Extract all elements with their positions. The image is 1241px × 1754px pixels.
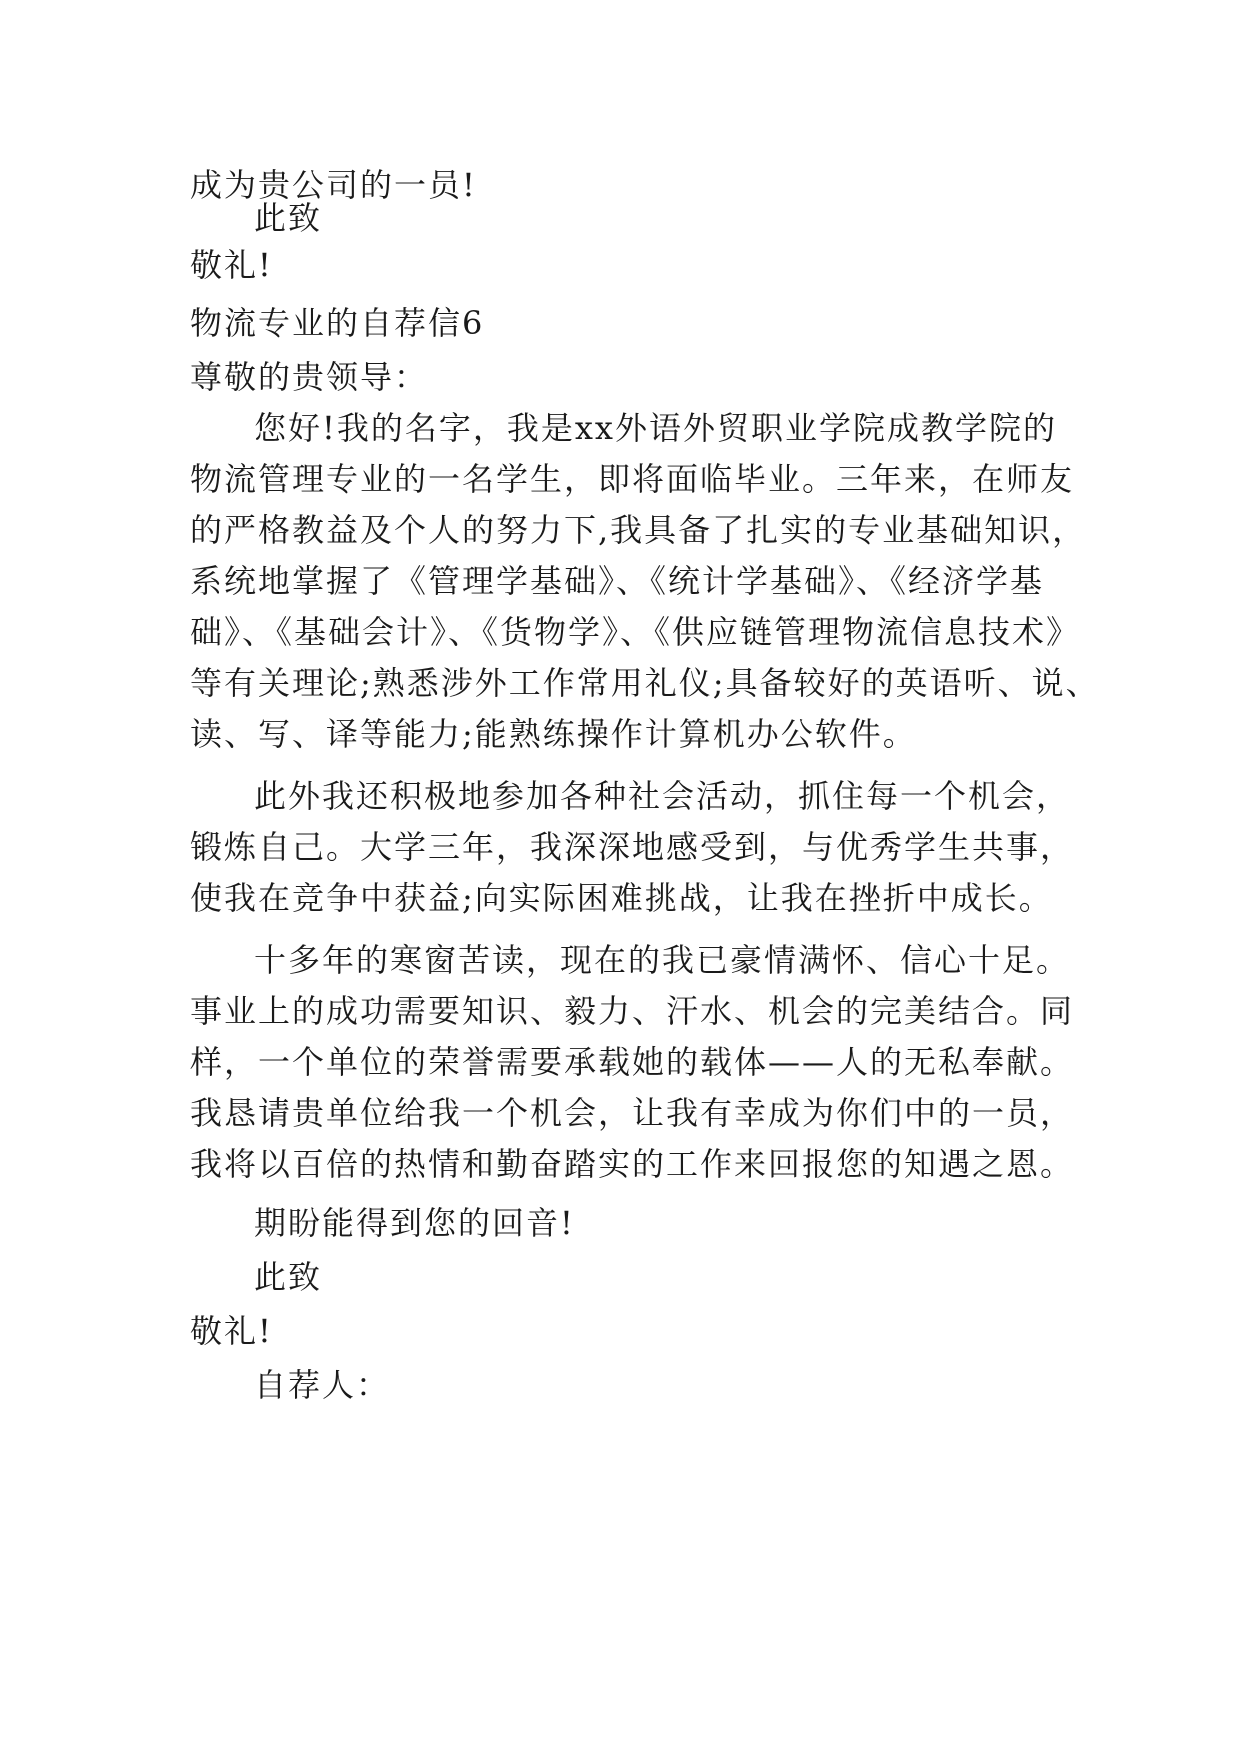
paragraph-1-line-6: 等有关理论;熟悉涉外工作常用礼仪;具备较好的英语听、说、 — [190, 664, 1100, 702]
paragraph-3-line-4: 我恳请贵单位给我一个机会，让我有幸成为你们中的一员， — [190, 1094, 1075, 1132]
letter-title: 物流专业的自荐信6 — [190, 304, 485, 342]
closing-cizhi: 此致 — [254, 1258, 323, 1296]
salutation-jingli: 敬礼! — [190, 246, 273, 284]
paragraph-2-line-1: 此外我还积极地参加各种社会活动，抓住每一个机会， — [254, 777, 1071, 815]
paragraph-1-line-7: 读、写、译等能力;能熟练操作计算机办公软件。 — [190, 715, 917, 753]
closing-line-previous-letter: 成为贵公司的一员! — [190, 166, 477, 204]
signature-label: 自荐人： — [254, 1366, 391, 1404]
paragraph-1-line-3: 的严格教益及个人的努力下,我具备了扎实的专业基础知识， — [190, 511, 1087, 549]
paragraph-3-line-3: 样，一个单位的荣誉需要承载她的载体——人的无私奉献。 — [190, 1043, 1075, 1081]
paragraph-3-line-1: 十多年的寒窗苦读，现在的我已豪情满怀、信心十足。 — [254, 941, 1071, 979]
paragraph-1-line-1: 您好!我的名字，我是xx外语外贸职业学院成教学院的 — [254, 409, 1057, 447]
paragraph-1-line-5: 础》、《基础会计》、《货物学》、《供应链管理物流信息技术》 — [190, 613, 1081, 651]
salutation-cizhi: 此致 — [254, 199, 323, 237]
paragraph-1-line-4: 系统地掌握了《管理学基础》、《统计学基础》、《经济学基 — [190, 562, 1045, 600]
paragraph-2-line-3: 使我在竞争中获益;向实际困难挑战，让我在挫折中成长。 — [190, 879, 1053, 917]
paragraph-3-line-2: 事业上的成功需要知识、毅力、汗水、机会的完美结合。同 — [190, 992, 1075, 1030]
closing-hope: 期盼能得到您的回音! — [254, 1204, 575, 1242]
paragraph-2-line-2: 锻炼自己。大学三年，我深深地感受到，与优秀学生共事， — [190, 828, 1075, 866]
paragraph-3-line-5: 我将以百倍的热情和勤奋踏实的工作来回报您的知遇之恩。 — [190, 1145, 1075, 1183]
paragraph-1-line-2: 物流管理专业的一名学生，即将面临毕业。三年来，在师友 — [190, 460, 1075, 498]
greeting: 尊敬的贵领导： — [190, 358, 429, 396]
closing-jingli: 敬礼! — [190, 1312, 273, 1350]
